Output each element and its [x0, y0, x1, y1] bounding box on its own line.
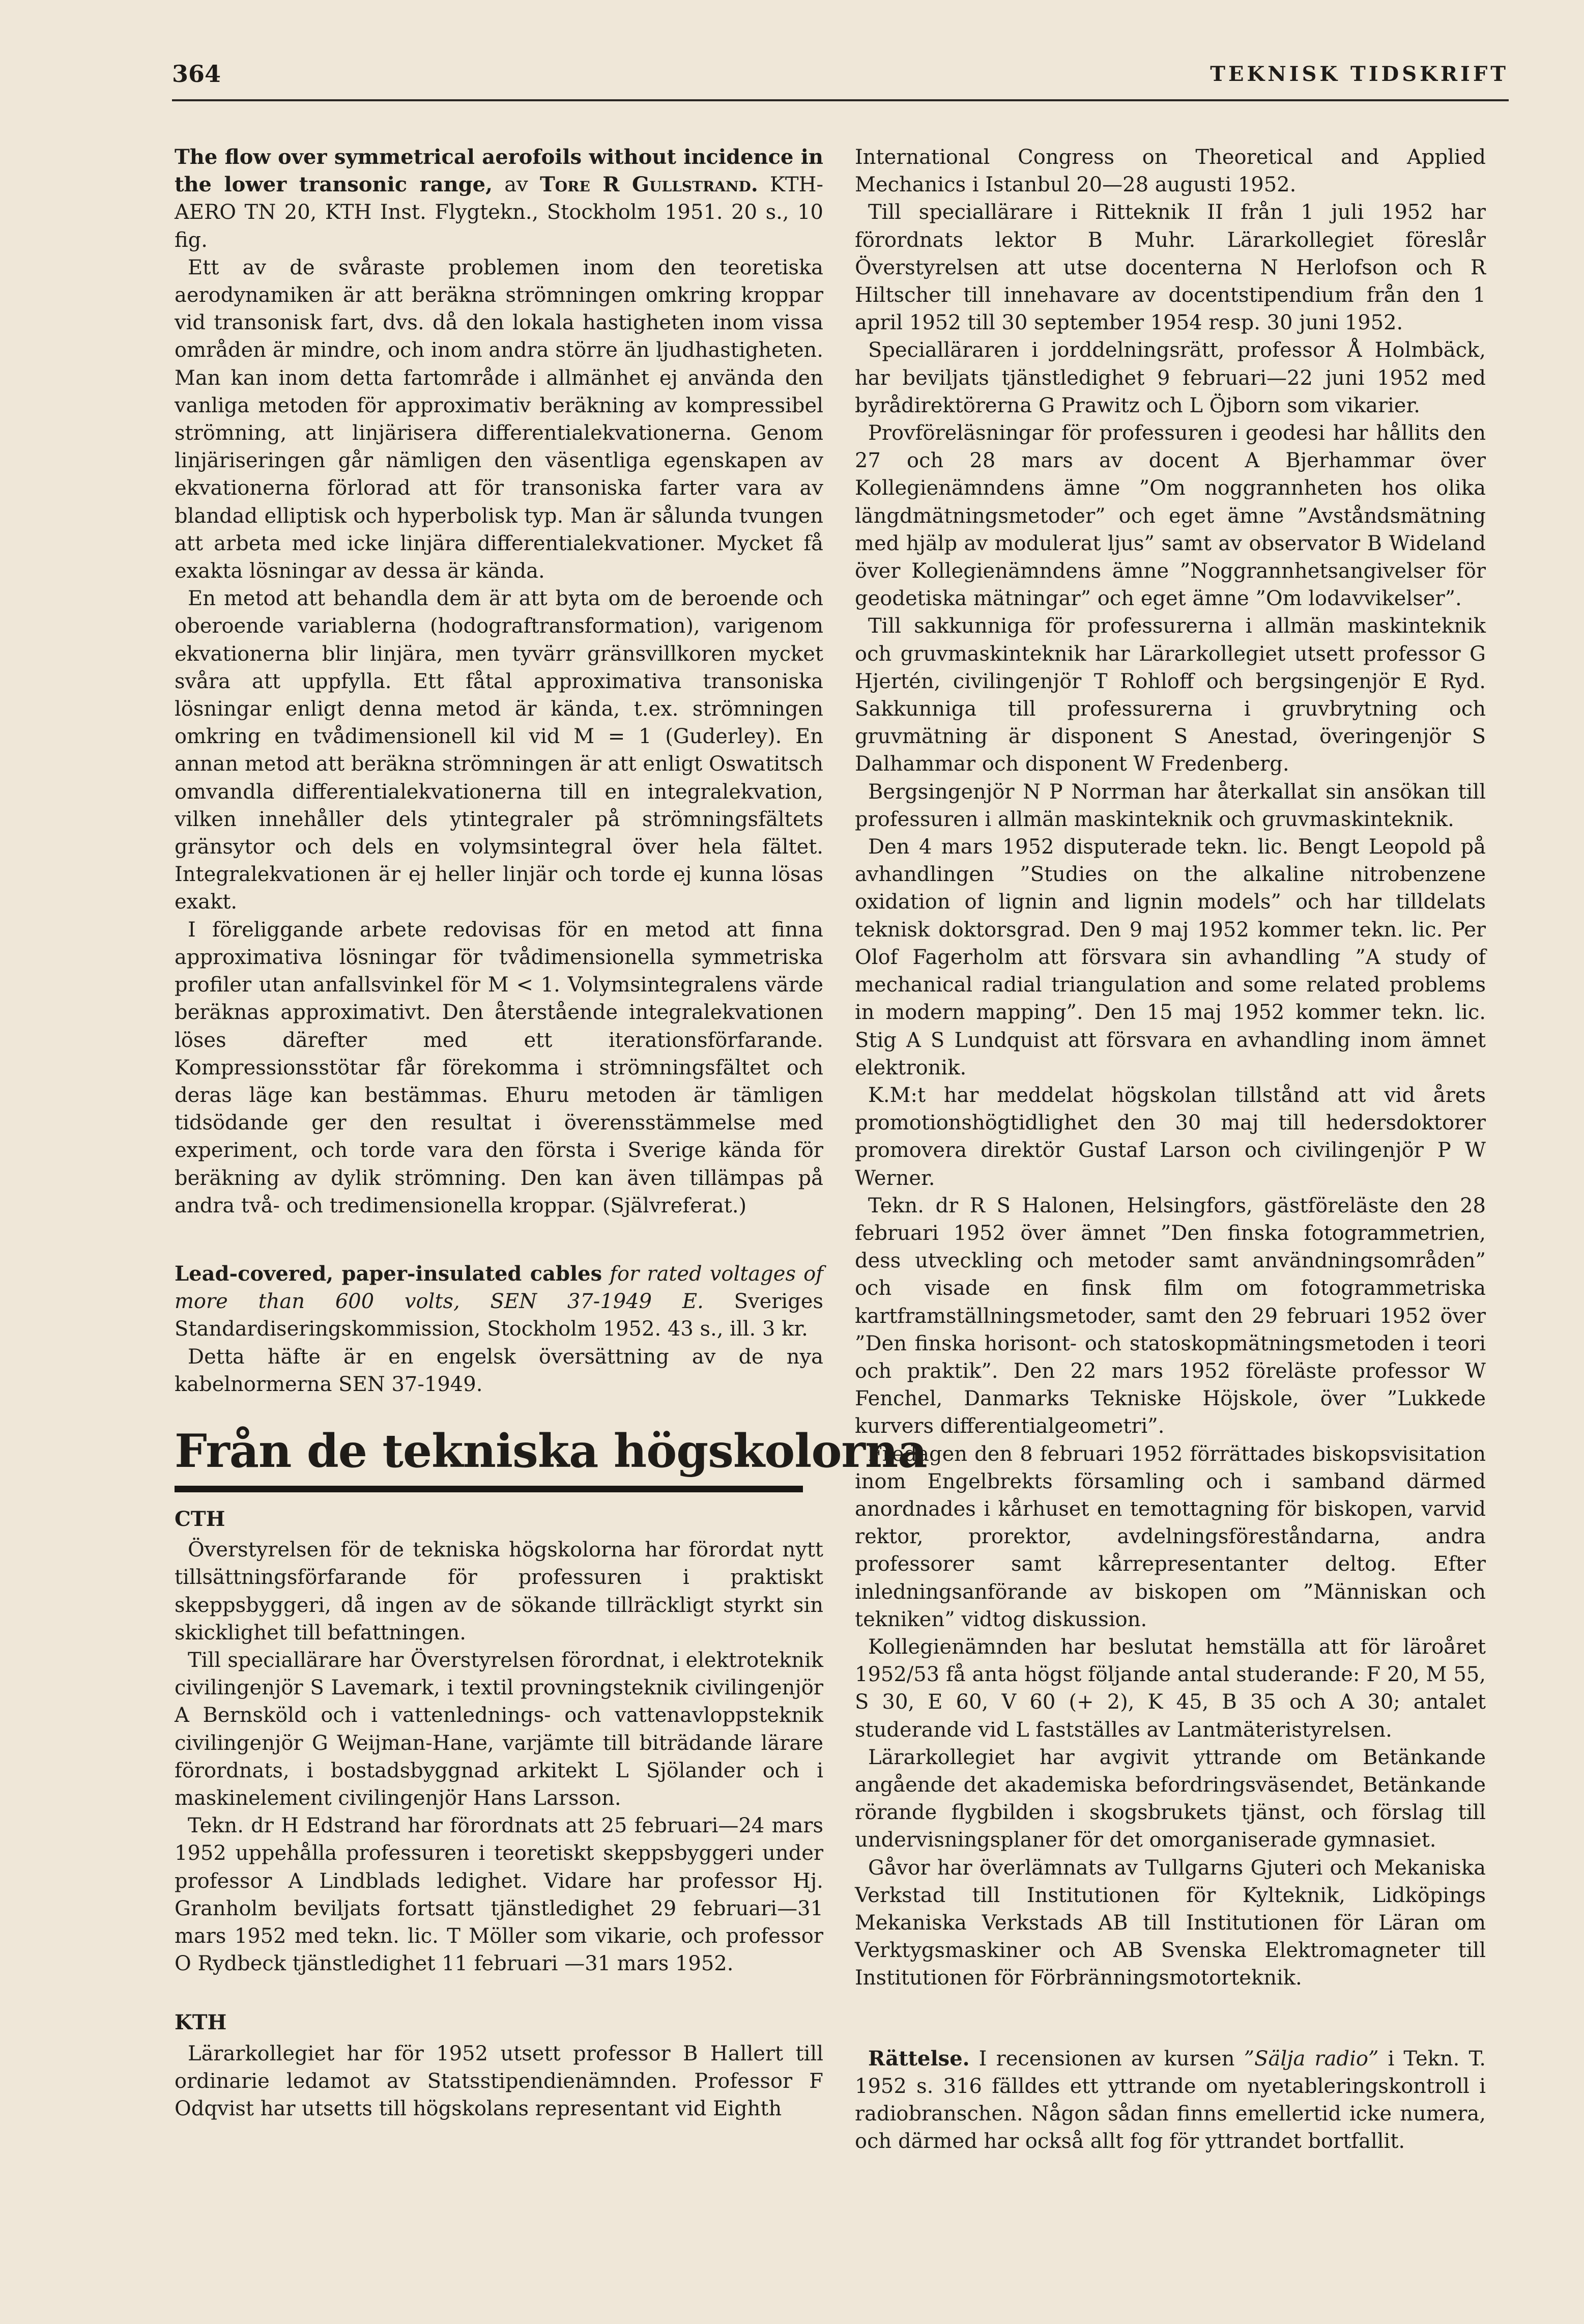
news-paragraph: Bergsingenjör N P Norrman har återkallat sin ansökan till professuren i allmän maskinteknik och gruvmaskinteknik. [855, 780, 1486, 831]
section-rule [175, 1486, 803, 1492]
review-cables-heading [175, 1260, 823, 1343]
news-paragraph: Provföreläsningar för professuren i geodesi har hållits den 27 och 28 mars av docent A Bjerhammar över Kollegienämndens ämne ”Om noggrannheten hos olika längdmätningsmetoder” och eget ämne ”Avståndsmätning med hjälp av modulerat ljus” samt av observator B Wideland över Kollegienämndens ämne ”Noggrannhetsangivelser för geodetiska mätningar” och eget ämne ”Om lodavvikelser”. [855, 421, 1486, 611]
correction-course-title: ”Sälja radio” [1244, 2047, 1379, 2071]
correction-notice [855, 2045, 1486, 2156]
subheading-cth: CTH [175, 1507, 225, 1531]
review-citation: Sveriges Standardiseringskommission, Stockholm 1952. 43 s., ill. 3 kr. [175, 1290, 824, 1341]
spacer [175, 1220, 823, 1260]
news-paragraph: Kollegienämnden har beslutat hemställa att för läroåret 1952/53 få anta högst följande antal studerande: F 20, M 55, S 30, E 60, V 60 (+ 2), K 45, B 35 och A 30; antalet studerande vid L fastställes av Lantmäteristyrelsen. [855, 1635, 1486, 1742]
news-paragraph: Till speciallärare i Ritteknik II från 1 juli 1952 har förordnats lektor B Muhr. Lärarkollegiet föreslår Överstyrelsen att utse docenterna N Herlofson och R Hiltscher till innehavare av docentstipendium från den 1 april 1952 till 30 september 1954 resp. 30 juni 1952. [855, 201, 1486, 335]
news-paragraph: Lärarkollegiet har för 1952 utsett professor B Hallert till ordinarie ledamot av Statsstipendienämnden. Professor F Odqvist har utsetts till högskolans representant vid Eighth [175, 2042, 823, 2120]
page-number: 364 [172, 60, 221, 88]
review-subtitle: for rated voltages of more than 600 volts, SEN 37-1949 E. [175, 1262, 823, 1314]
review-aerofoils-heading [175, 144, 823, 254]
news-paragraph: Tekn. dr R S Halonen, Helsingfors, gästföreläste den 28 februari 1952 över ämnet ”Den finska fotogrammetrien, dess utveckling och metoder samt användningsområden” och visade en finsk film om fotogrammetriska kartframställningsmetoder, samt den 29 februari 1952 över ”Den finska horisont- och statoskopmätningsmetoden i teori och praktik”. Den 22 mars 1952 föreläste professor W Fenchel, Danmarks Tekniske Höjskole, över ”Lukkede kurvers differentialgeometri”. [855, 1194, 1486, 1438]
review-paragraph: Detta häfte är en engelsk översättning av de nya kabelnormerna SEN 37-1949. [175, 1345, 823, 1396]
news-paragraph: Den 4 mars 1952 disputerade tekn. lic. Bengt Leopold på avhandlingen ”Studies on the alkaline nitrobenzene oxidation of lignin and lignin models” och har tilldelats teknisk doktorsgrad. Den 9 maj 1952 kommer tekn. lic. Per Olof Fagerholm att försvara sin avhandling ”A study of mechanical radial triangulation and some related problems in modern mapping”. Den 15 maj 1952 kommer tekn. lic. Stig A S Lundquist att försvara en avhandling inom ämnet elektronik. [855, 835, 1486, 1080]
news-paragraph: Överstyrelsen för de tekniska högskolorna har förordat nytt tillsättningsförfarande för professuren i praktiskt skeppsbyggeri, då ingen av de sökande tillräckligt styrkt sin skicklighet till befattningen. [175, 1538, 823, 1645]
news-paragraph: Gåvor har överlämnats av Tullgarns Gjuteri och Mekaniska Verkstad till Institutionen för Kylteknik, Lidköpings Mekaniska Verkstads AB till Institutionen för Läran om Verktygsmaskiner och AB Svenska Elektromagneter till Institutionen för Förbränningsmotorteknik. [855, 1856, 1486, 1990]
correction-text: i Tekn. T. 1952 s. 316 fälldes ett yttrande om nyetableringskontroll i radiobranschen. Någon sådan finns emellertid icke numera, och därmed har också allt fog för yttrandet bortfallit. [855, 2047, 1486, 2153]
section-heading: Från de tekniska högskolorna [175, 1424, 927, 1478]
review-title: The flow over symmetrical aerofoils without incidence in the lower transonic range, [175, 145, 823, 197]
news-paragraph: Fredagen den 8 februari 1952 förrättades biskopsvisitation inom Engelbrekts församling och i samband därmed anordnades i kårhuset en temottagning för biskopen, varvid rektor, prorektor, avdelningsföreståndarna, andra professorer samt kårrepresentanter deltog. Efter inledningsanförande av biskopen om ”Människan och tekniken” vidtog diskussion. [855, 1442, 1486, 1631]
review-paragraph: I föreliggande arbete redovisas för en metod att finna approximativa lösningar för tvådimensionella symmetriska profiler utan anfallsvinkel för M < 1. Volymsintegralens värde beräknas approximativt. Den återstående integralekvationen löses därefter med ett iterationsförfarande. Kompressionsstötar får förekomma i strömningsfältet och deras läge kan bestämmas. Ehuru metoden är tämligen tidsödande ger den resultat i överensstämmelse med experiment, och torde vara den första i Sverige kända för beräkning av dylik strömning. Den kan även tillämpas på andra två- och tredimensionella kroppar. (Självreferat.) [175, 918, 823, 1217]
review-title: Lead-covered, paper-insulated cables [175, 1261, 602, 1286]
news-paragraph: K.M:t har meddelat högskolan tillstånd att vid årets promotionshögtidlighet den 30 maj till hedersdoktorer promovera direktör Gustaf Larson och civilingenjör P W Werner. [855, 1083, 1486, 1190]
news-paragraph: Till speciallärare har Överstyrelsen förordnat, i elektroteknik civilingenjör S Lavemark, i textil provningsteknik civilingenjör A Bernsköld och i vattenlednings- och vattenavloppsteknik civilingenjör G Weijman-Hane, varjämte till biträdande lärare förordnats, i bostadsbyggnad arkitekt L Sjölander och i maskinelement civilingenjör Hans Larsson. [175, 1648, 823, 1810]
subheading-kth: KTH [175, 2010, 227, 2035]
right-column [855, 144, 1486, 2155]
review-by: av [493, 173, 540, 197]
news-paragraph: Lärarkollegiet har avgivit yttrande om Betänkande angående det akademiska befordringsväsendet, Betänkande rörande flygbilden i skogsbrukets tjänst, och förslag till undervisningsplaner för det omorganiserade gymnasiet. [855, 1745, 1486, 1852]
correction-label: Rättelse. [868, 2046, 970, 2071]
review-paragraph: En metod att behandla dem är att byta om de beroende och oberoende variablerna (hodograftransformation), varigenom ekvationerna blir linjära, men tyvärr gränsvillkoren mycket svåra att uppfylla. Ett fåtal approximativa transoniska lösningar enligt denna metod är kända, t.ex. strömningen omkring en tvådimensionell kil vid M = 1 (Guderley). En annan metod att beräkna strömningen är att enligt Oswatitsch omvandla differentialekvationerna till en integralekvation, vilken innehåller dels ytintegraler på strömningsfältets gränsytor och dels en volymsintegral över hela fältet. Integralekvationen är ej heller linjär och torde ej kunna lösas exakt. [175, 587, 823, 914]
review-paragraph: Ett av de svåraste problemen inom den teoretiska aerodynamiken är att beräkna strömningen omkring kroppar vid transonisk fart, dvs. då den lokala hastigheten inom vissa områden är mindre, och inom andra större än ljudhastigheten. Man kan inom detta fartområde i allmänhet ej använda den vanliga metoden för approximativ beräkning av kompressibel strömning, att linjärisera differentialekvationerna. Genom linjäriseringen går nämligen den väsentliga egenskapen av ekvationerna förlorad att för transoniska farter vara av blandad elliptisk och hyperbolisk typ. Man är sålunda tvungen att arbeta med icke linjära differentialekvationer. Mycket få exakta lösningar av dessa är kända. [175, 256, 823, 583]
correction-text: I recensionen av kursen [969, 2047, 1244, 2071]
news-paragraph: International Congress on Theoretical and Applied Mechanics i Istanbul 20—28 augusti 1952. [855, 146, 1486, 197]
news-paragraph: Till sakkunniga för professurerna i allmän maskinteknik och gruvmaskinteknik har Lärarkollegiet utsett professor G Hjertén, civilingenjör T Rohloff och bergsingenjör E Ryd. Sakkunniga till professurerna i gruvbrytning och gruvmätning är disponent S Anestad, överingenjör S Dalhammar och disponent W Fredenberg. [855, 614, 1486, 776]
news-paragraph: Tekn. dr H Edstrand har förordnats att 25 februari—24 mars 1952 uppehålla professuren i teoretiskt skeppsbyggeri under professor A Lindblads ledighet. Vidare har professor Hj. Granholm beviljats fortsatt tjänstledighet 29 februari—31 mars 1952 med tekn. lic. T Möller som vikarie, och professor O Rydbeck tjänstledighet 11 februari —31 mars 1952. [175, 1814, 823, 1976]
news-paragraph: Specialläraren i jorddelningsrätt, professor Å Holmbäck, har beviljats tjänstledighet 9 februari—22 juni 1952 med byrådirektörerna G Prawitz och L Öjborn som vikarier. [855, 338, 1486, 417]
review-author: Tore R Gullstrand. [540, 173, 758, 197]
review-citation: KTH-AERO TN 20, KTH Inst. Flygtekn., Stockholm 1951. 20 s., 10 fig. [175, 173, 823, 252]
header-rule [172, 99, 1509, 101]
running-head: TEKNISK TIDSKRIFT [1210, 62, 1509, 86]
